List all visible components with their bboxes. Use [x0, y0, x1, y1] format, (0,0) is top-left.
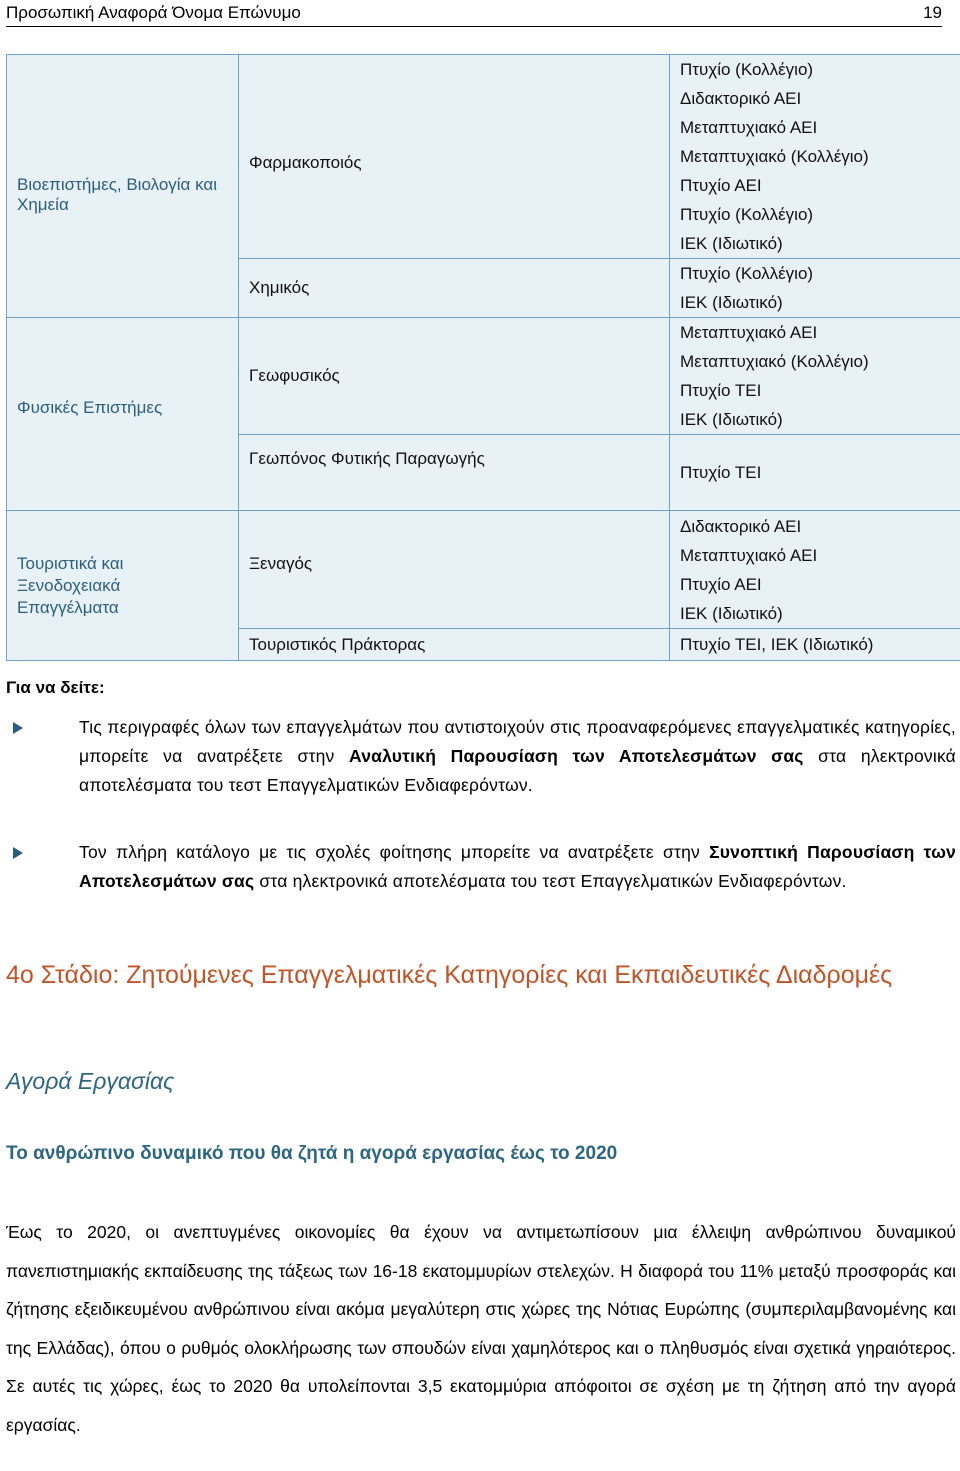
table-row [7, 55, 960, 259]
stage-heading: 4ο Στάδιο: Ζητούμενες Επαγγελματικές Κατηγορίες και Εκπαιδευτικές Διαδρομές [6, 961, 893, 989]
body-paragraph: Έως το 2020, οι ανεπτυγμένες οικονομίες θα έχουν να αντιμετωπίσουν μια έλλειψη ανθρώπινου δυναμικού πανεπιστημιακής εκπαίδευσης της τάξεως των 16-18 εκατομμυρίων στελεχών. Η διαφορά του 11% μεταξύ προσφοράς και ζήτησης εξειδικευμένου ανθρώπινου είναι ακόμα μεγαλύτερη στις χώρες της Νότιας Ευρώπης (συμπεριλαμβανομένης και της Ελλάδας), όπου ο ρυθμός ολοκλήρωσης των σπουδών είναι χαμηλότερος και ο πληθυσμός είναι σχετικά γηραιότερος. Σε αυτές τις χώρες, έως το 2020 θα υπολείπονται 3,5 εκατομμύρια απόφοιτοι σε σχέση με τη ζήτηση από την αγορά εργασίας. [6, 1222, 956, 1435]
occupation-label: Γεωπόνος Φυτικής Παραγωγής [249, 449, 485, 468]
path-item: ΙΕΚ (Ιδιωτικό) [680, 234, 783, 253]
path-item: Μεταπτυχιακό ΑΕΙ [680, 118, 818, 137]
path-item: Πτυχίο ΑΕΙ [680, 574, 762, 594]
path-item: Πτυχίο ΤΕΙ, ΙΕΚ (Ιδιωτικό) [680, 635, 874, 654]
occupation-label: Ξεναγός [249, 554, 313, 573]
bullet-arrow-icon [13, 847, 23, 859]
page-header [6, 0, 942, 27]
page-number: 19 [923, 3, 942, 22]
bullet-arrow-icon [13, 722, 23, 734]
path-item: Πτυχίο ΤΕΙ [680, 381, 762, 400]
path-item: Πτυχίο ΑΕΙ [680, 176, 762, 195]
table-row [7, 511, 960, 629]
occupation-cell [239, 629, 670, 661]
occupation-label: Χημικός [249, 278, 310, 297]
occupation-label: Φαρμακοποιός [249, 153, 362, 172]
paths-cell [670, 629, 960, 661]
bullet-text-part: στα ηλεκτρονικά αποτελέσματα του τεστ Επαγγελματικών Ενδιαφερόντων. [79, 746, 956, 795]
path-item: ΙΕΚ (Ιδιωτικό) [680, 603, 783, 623]
category-label: Ξενοδοχειακά [17, 575, 121, 595]
category-cell [7, 511, 239, 661]
path-item: Μεταπτυχιακό (Κολλέγιο) [680, 352, 869, 371]
occupation-label: Γεωφυσικός [249, 366, 340, 385]
see-also-bullet [46, 838, 956, 896]
path-item: Μεταπτυχιακό ΑΕΙ [680, 323, 818, 342]
path-item: Πτυχίο (Κολλέγιο) [680, 264, 814, 283]
paths-cell [670, 259, 960, 318]
path-item: Μεταπτυχιακό ΑΕΙ [680, 545, 818, 565]
category-cell [7, 55, 239, 318]
bullet-bold-link-text: Αναλυτική Παρουσίαση των Αποτελεσμάτων σας [349, 746, 804, 766]
path-item: Πτυχίο ΤΕΙ [680, 463, 762, 482]
paths-cell [670, 318, 960, 435]
category-label: Τουριστικά και [17, 553, 124, 573]
category-label: Φυσικές Επιστήμες [17, 398, 163, 417]
section-subheading: Το ανθρώπινο δυναμικό που θα ζητά η αγορά εργασίας έως το 2020 [6, 1143, 618, 1164]
path-item: ΙΕΚ (Ιδιωτικό) [680, 293, 783, 312]
see-also-title: Για να δείτε: [6, 678, 105, 697]
path-item: Διδακτορικό ΑΕΙ [680, 89, 802, 108]
occupation-cell [239, 259, 670, 318]
category-cell [7, 318, 239, 511]
bullet-text [79, 838, 956, 896]
bullet-text [79, 713, 956, 800]
path-item: Πτυχίο (Κολλέγιο) [680, 60, 814, 79]
category-label: Βιοεπιστήμες, Βιολογία και Χημεία [17, 175, 217, 214]
bullet-text-part: στα ηλεκτρονικά αποτελέσματα του τεστ Επαγγελματικών Ενδιαφερόντων. [254, 871, 847, 891]
report-title: Προσωπική Αναφορά Όνομα Επώνυμο [6, 3, 301, 22]
paths-cell [670, 55, 960, 259]
occupation-cell [239, 55, 670, 259]
market-heading: Αγορά Εργασίας [6, 1068, 175, 1094]
occupation-label: Τουριστικός Πράκτορας [249, 634, 426, 654]
occupation-cell [239, 318, 670, 435]
bullet-text-part: Τον πλήρη κατάλογο με τις σχολές φοίτησης μπορείτε να ανατρέξετε στην [79, 842, 710, 862]
path-item: ΙΕΚ (Ιδιωτικό) [680, 410, 783, 429]
path-item: Διδακτορικό ΑΕΙ [680, 516, 802, 536]
paths-cell [670, 511, 960, 629]
bullet-bold-link-text: Συνοπτική Παρουσίαση των Αποτελεσμάτων σας [79, 842, 956, 891]
path-item: Μεταπτυχιακό (Κολλέγιο) [680, 147, 869, 166]
see-also-bullet [46, 713, 956, 800]
occupation-cell [239, 511, 670, 629]
careers-table [6, 54, 960, 661]
paths-cell [670, 435, 960, 511]
category-label: Επαγγέλματα [17, 597, 119, 617]
occupation-cell [239, 435, 670, 511]
path-item: Πτυχίο (Κολλέγιο) [680, 205, 814, 224]
bullet-text-part: Τις περιγραφές όλων των επαγγελμάτων που αντιστοιχούν στις προαναφερόμενες επαγγελματικές κατηγορίες, μπορείτε να ανατρέξετε στην [79, 717, 956, 766]
table-row [7, 318, 960, 435]
